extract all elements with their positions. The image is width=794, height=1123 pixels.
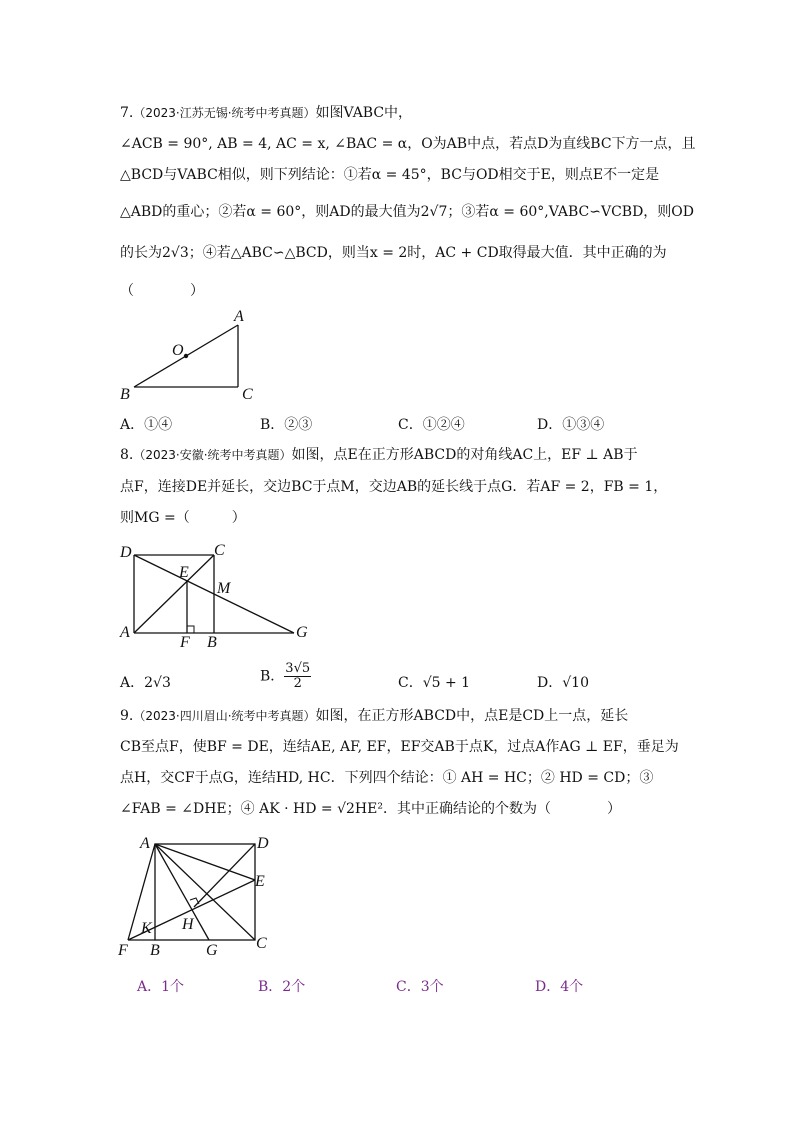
q7-triangle-figure: [110, 305, 270, 405]
q7-option-c[interactable]: C．①②④: [398, 417, 465, 433]
q9-option-a[interactable]: A．1个: [137, 979, 185, 995]
q9-line4: ∠FAB = ∠DHE；④ AK · HD = √2HE²．其中正确结论的个数为（ ）: [120, 801, 621, 817]
q8-square-figure: [110, 540, 320, 650]
q7-number: 7.: [120, 105, 134, 121]
q8-label-m: M: [217, 580, 231, 597]
q9-label-h: H: [182, 916, 194, 933]
q8-option-c[interactable]: C．√5 + 1: [398, 675, 471, 691]
q8-label-f: F: [180, 634, 190, 650]
q9-label-c: C: [256, 935, 267, 952]
q8-label-e: E: [179, 564, 189, 581]
q8-option-a[interactable]: A．2√3: [120, 675, 171, 691]
q7-label-b: B: [120, 386, 130, 403]
q9-line2: CB至点F，使BF = DE，连结AE, AF, EF，EF交AB于点K，过点A作AG ⊥ EF，垂足为: [120, 739, 679, 755]
q7-line2: ∠ACB = 90°, AB = 4, AC = x, ∠BAC = α，O为AB中点，若点D为直线BC下方一点，且: [120, 136, 696, 152]
q8-label-d: D: [120, 544, 132, 561]
q7-line5: 的长为2√3；④若△ABC∽△BCD，则当x = 2时，AC + CD取得最大值．其中正确的为: [120, 245, 667, 261]
q9-option-d[interactable]: D．4个: [535, 979, 584, 995]
q9-label-g: G: [206, 942, 218, 959]
q9-label-b: B: [150, 942, 160, 959]
q8-option-d[interactable]: D．√10: [537, 675, 589, 691]
q8-option-b[interactable]: B． $\frac{3√5}{2}$: [260, 661, 311, 691]
q9-number: 9.: [120, 708, 134, 724]
q9-label-k: K: [141, 920, 152, 937]
q8-label-g: G: [296, 624, 308, 641]
q7-point-o: [184, 354, 188, 358]
q8-line3: 则MG =（ ）: [120, 510, 246, 526]
q8-source: （2023·安徽·统考中考真题）: [133, 448, 292, 462]
q7-line4: △ABD的重心；②若α = 60°，则AD的最大值为2√7；③若α = 60°,VABC∽VCBD，则OD: [120, 204, 695, 220]
q9-label-e: E: [255, 873, 265, 890]
q8-label-c: C: [214, 542, 225, 559]
q8-label-b: B: [207, 634, 217, 650]
q8-label-a: A: [120, 624, 130, 641]
q7-answer-blank: （ ）: [120, 283, 204, 299]
q9-source: （2023·四川眉山·统考中考真题）: [133, 709, 316, 723]
q8-number: 8.: [120, 447, 134, 463]
q9-line3: 点H，交CF于点G，连结HD, HC．下列四个结论：① AH = HC；② HD = CD；③: [120, 770, 654, 786]
q9-line1: [120, 707, 628, 725]
q7-line1: [120, 104, 412, 122]
q9-option-c[interactable]: C．3个: [396, 979, 444, 995]
q8-stem-1: 如图，点E在正方形ABCD的对角线AC上，EF ⊥ AB于: [291, 447, 638, 463]
q7-option-d[interactable]: D．①③④: [537, 417, 605, 433]
q9-stem-1: 如图，在正方形ABCD中，点E是CD上一点，延长: [315, 708, 629, 724]
q7-source: （2023·江苏无锡·统考中考真题）: [133, 106, 316, 120]
q7-label-o: O: [172, 342, 184, 359]
q7-label-a: A: [234, 308, 244, 325]
q8-line1: [120, 446, 638, 464]
q9-label-f: F: [118, 942, 128, 959]
q7-line3: △BCD与VABC相似，则下列结论：①若α = 45°，BC与OD相交于E，则点E不一定是: [120, 167, 660, 183]
q8-line2: 点F，连接DE并延长，交边BC于点M，交边AB的延长线于点G．若AF = 2，FB = 1，: [120, 479, 668, 495]
q9-label-d: D: [257, 835, 269, 852]
q7-stem-1: 如图VABC中，: [315, 105, 413, 121]
q7-label-c: C: [242, 386, 253, 403]
q9-option-b[interactable]: B．2个: [258, 979, 306, 995]
q7-option-b[interactable]: B．②③: [260, 417, 313, 433]
q9-label-a: A: [140, 835, 150, 852]
q9-square-figure: [110, 828, 280, 963]
q7-option-a[interactable]: A．①④: [120, 417, 173, 433]
